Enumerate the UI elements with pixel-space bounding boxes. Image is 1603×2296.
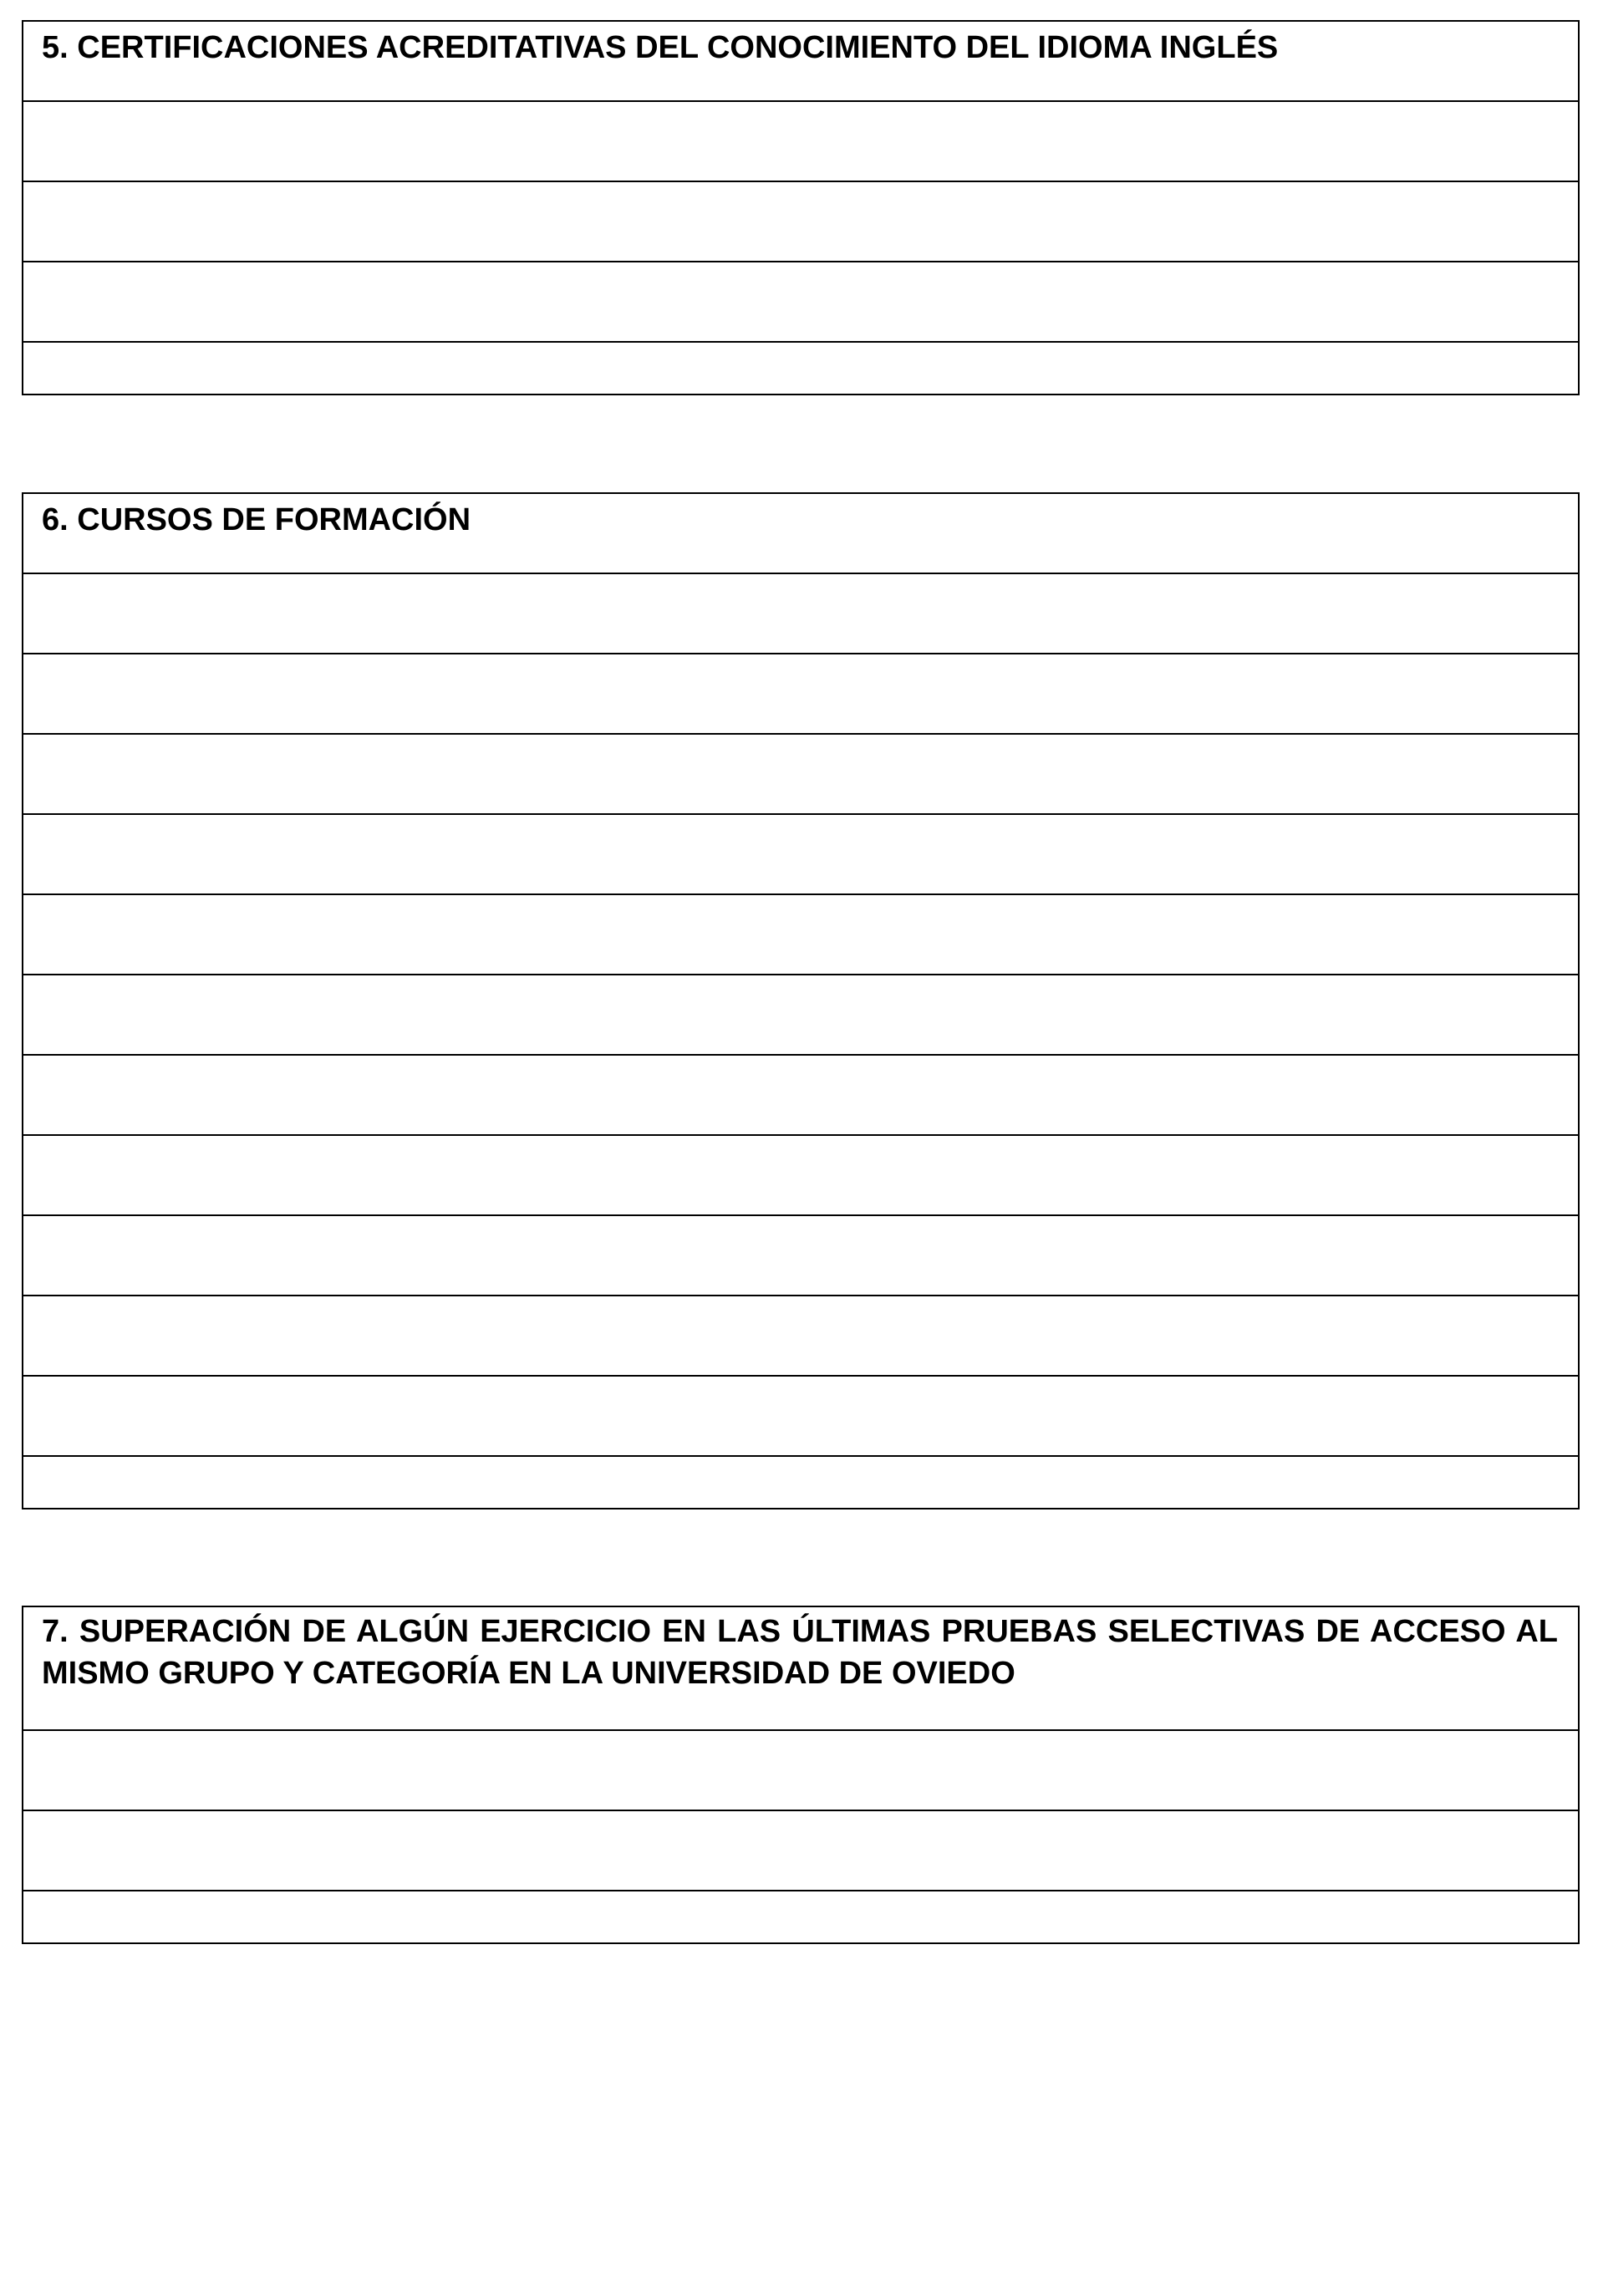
blank-entry-cell[interactable] <box>23 654 1579 734</box>
blank-entry-cell[interactable] <box>23 894 1579 975</box>
form-row <box>23 1135 1579 1215</box>
blank-entry-cell[interactable] <box>23 573 1579 654</box>
form-row <box>23 1810 1579 1891</box>
blank-entry-cell[interactable] <box>23 1055 1579 1135</box>
form-row <box>23 342 1579 395</box>
blank-entry-cell[interactable] <box>23 262 1579 342</box>
blank-entry-cell[interactable] <box>23 342 1579 395</box>
blank-entry-cell[interactable] <box>23 1135 1579 1215</box>
form-row <box>23 101 1579 181</box>
form-row <box>23 1055 1579 1135</box>
section-title: 7. SUPERACIÓN DE ALGÚN EJERCICIO EN LAS ÚLTIMAS PRUEBAS SELECTIVAS DE ACCESO AL MISMO GRUPO Y CATEGORÍA EN LA UNIVERSIDAD DE OVIEDO <box>23 1606 1579 1730</box>
section-7-table <box>22 1606 1580 1944</box>
form-row <box>23 262 1579 342</box>
section-title: 5. CERTIFICACIONES ACREDITATIVAS DEL CONOCIMIENTO DEL IDIOMA INGLÉS <box>23 21 1579 101</box>
form-row <box>23 894 1579 975</box>
blank-entry-cell[interactable] <box>23 975 1579 1055</box>
blank-entry-cell[interactable] <box>23 734 1579 814</box>
section-header-row <box>23 493 1579 573</box>
section-title: 6. CURSOS DE FORMACIÓN <box>23 493 1579 573</box>
form-row <box>23 1891 1579 1943</box>
blank-entry-cell[interactable] <box>23 814 1579 894</box>
blank-entry-cell[interactable] <box>23 101 1579 181</box>
section-5-table <box>22 20 1580 395</box>
form-row <box>23 975 1579 1055</box>
form-row <box>23 573 1579 654</box>
section-header-row <box>23 1606 1579 1730</box>
form-row <box>23 654 1579 734</box>
blank-entry-cell[interactable] <box>23 1376 1579 1456</box>
form-row <box>23 1730 1579 1810</box>
blank-entry-cell[interactable] <box>23 1215 1579 1296</box>
form-row <box>23 814 1579 894</box>
section-header-row <box>23 21 1579 101</box>
blank-entry-cell[interactable] <box>23 1891 1579 1943</box>
form-row <box>23 181 1579 262</box>
section-6-table <box>22 492 1580 1509</box>
blank-entry-cell[interactable] <box>23 1810 1579 1891</box>
blank-entry-cell[interactable] <box>23 181 1579 262</box>
blank-entry-cell[interactable] <box>23 1456 1579 1509</box>
blank-entry-cell[interactable] <box>23 1730 1579 1810</box>
form-row <box>23 1376 1579 1456</box>
form-row <box>23 1215 1579 1296</box>
form-row <box>23 734 1579 814</box>
form-row <box>23 1456 1579 1509</box>
form-row <box>23 1296 1579 1376</box>
blank-entry-cell[interactable] <box>23 1296 1579 1376</box>
